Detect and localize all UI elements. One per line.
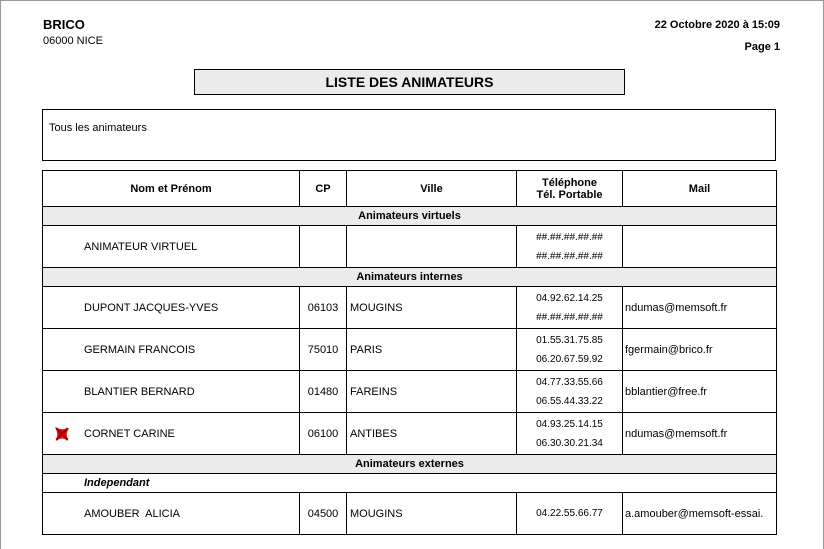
cell-ville: FAREINS xyxy=(347,371,517,413)
cell-cp: 01480 xyxy=(300,371,347,413)
cell-ville: MOUGINS xyxy=(347,287,517,329)
cell-phone xyxy=(517,371,623,413)
cell-cp: 75010 xyxy=(300,329,347,371)
group-label-virtual: Animateurs virtuels xyxy=(43,207,777,226)
cell-name: GERMAIN FRANCOIS xyxy=(43,329,300,371)
cell-name xyxy=(43,413,300,455)
cell-name: ANIMATEUR VIRTUEL xyxy=(43,226,300,268)
mobile-value: 06.30.30.21.34 xyxy=(536,437,603,449)
table-header-row xyxy=(43,171,777,207)
table-row xyxy=(43,287,777,329)
cell-mail xyxy=(623,226,777,268)
mobile-value: ##.##.##.##.## xyxy=(536,250,603,262)
mobile-value: ##.##.##.##.## xyxy=(536,311,603,323)
group-label-external: Animateurs externes xyxy=(43,455,777,474)
cell-phone xyxy=(517,413,623,455)
col-header-phone-label: Téléphone xyxy=(541,176,597,189)
cell-cp: 06103 xyxy=(300,287,347,329)
filter-text: Tous les animateurs xyxy=(49,122,147,134)
table-row xyxy=(43,413,777,455)
company-address: 06000 NICE xyxy=(43,35,103,47)
name-text: CORNET CARINE xyxy=(84,427,175,440)
col-header-mobile-label: Tél. Portable xyxy=(536,188,603,201)
phone-value: 04.22.55.66.77 xyxy=(536,508,603,519)
print-datetime: 22 Octobre 2020 à 15:09 xyxy=(654,19,780,31)
cell-name: DUPONT JACQUES-YVES xyxy=(43,287,300,329)
group-label-internal: Animateurs internes xyxy=(43,268,777,287)
filter-box xyxy=(42,109,776,161)
cell-mail: ndumas@memsoft.fr xyxy=(623,287,777,329)
cell-cp xyxy=(300,226,347,268)
group-row xyxy=(43,455,777,474)
cell-ville: MOUGINS xyxy=(347,493,517,535)
cell-ville: PARIS xyxy=(347,329,517,371)
subgroup-row xyxy=(43,474,777,493)
cell-mail: ndumas@memsoft.fr xyxy=(623,413,777,455)
cell-phone xyxy=(517,226,623,268)
animators-table xyxy=(42,170,777,535)
cell-phone xyxy=(517,287,623,329)
table-row xyxy=(43,226,777,268)
cell-ville: ANTIBES xyxy=(347,413,517,455)
group-row xyxy=(43,207,777,226)
phone-value: 04.92.62.14.25 xyxy=(536,292,603,304)
subgroup-label: Independant xyxy=(43,474,777,493)
phone-value: ##.##.##.##.## xyxy=(536,231,603,243)
cell-mail: fgermain@brico.fr xyxy=(623,329,777,371)
phone-value: 04.93.25.14.15 xyxy=(536,418,603,430)
cell-mail: a.amouber@memsoft-essai. xyxy=(623,493,777,535)
phone-value: 01.55.31.75.85 xyxy=(536,334,603,346)
report-title: LISTE DES ANIMATEURS xyxy=(194,69,625,95)
cell-ville xyxy=(347,226,517,268)
col-header-mail: Mail xyxy=(623,171,777,207)
cell-name: BLANTIER BERNARD xyxy=(43,371,300,413)
cell-name: AMOUBER ALICIA xyxy=(43,493,300,535)
cell-mail: bblantier@free.fr xyxy=(623,371,777,413)
company-name: BRICO xyxy=(43,17,85,32)
table-row xyxy=(43,493,777,535)
group-row xyxy=(43,268,777,287)
cell-cp: 06100 xyxy=(300,413,347,455)
col-header-name: Nom et Prénom xyxy=(43,171,300,207)
cell-cp: 04500 xyxy=(300,493,347,535)
table-row xyxy=(43,371,777,413)
cell-phone xyxy=(517,493,623,535)
cell-phone xyxy=(517,329,623,371)
red-x-icon xyxy=(52,424,72,444)
mobile-value: 06.55.44.33.22 xyxy=(536,395,603,407)
col-header-cp: CP xyxy=(300,171,347,207)
phone-value: 04.77.33.55.66 xyxy=(536,376,603,388)
mobile-value: 06.20.67.59.92 xyxy=(536,353,603,365)
page-number: Page 1 xyxy=(744,41,780,53)
col-header-phone xyxy=(517,171,623,207)
table-row xyxy=(43,329,777,371)
col-header-ville: Ville xyxy=(347,171,517,207)
